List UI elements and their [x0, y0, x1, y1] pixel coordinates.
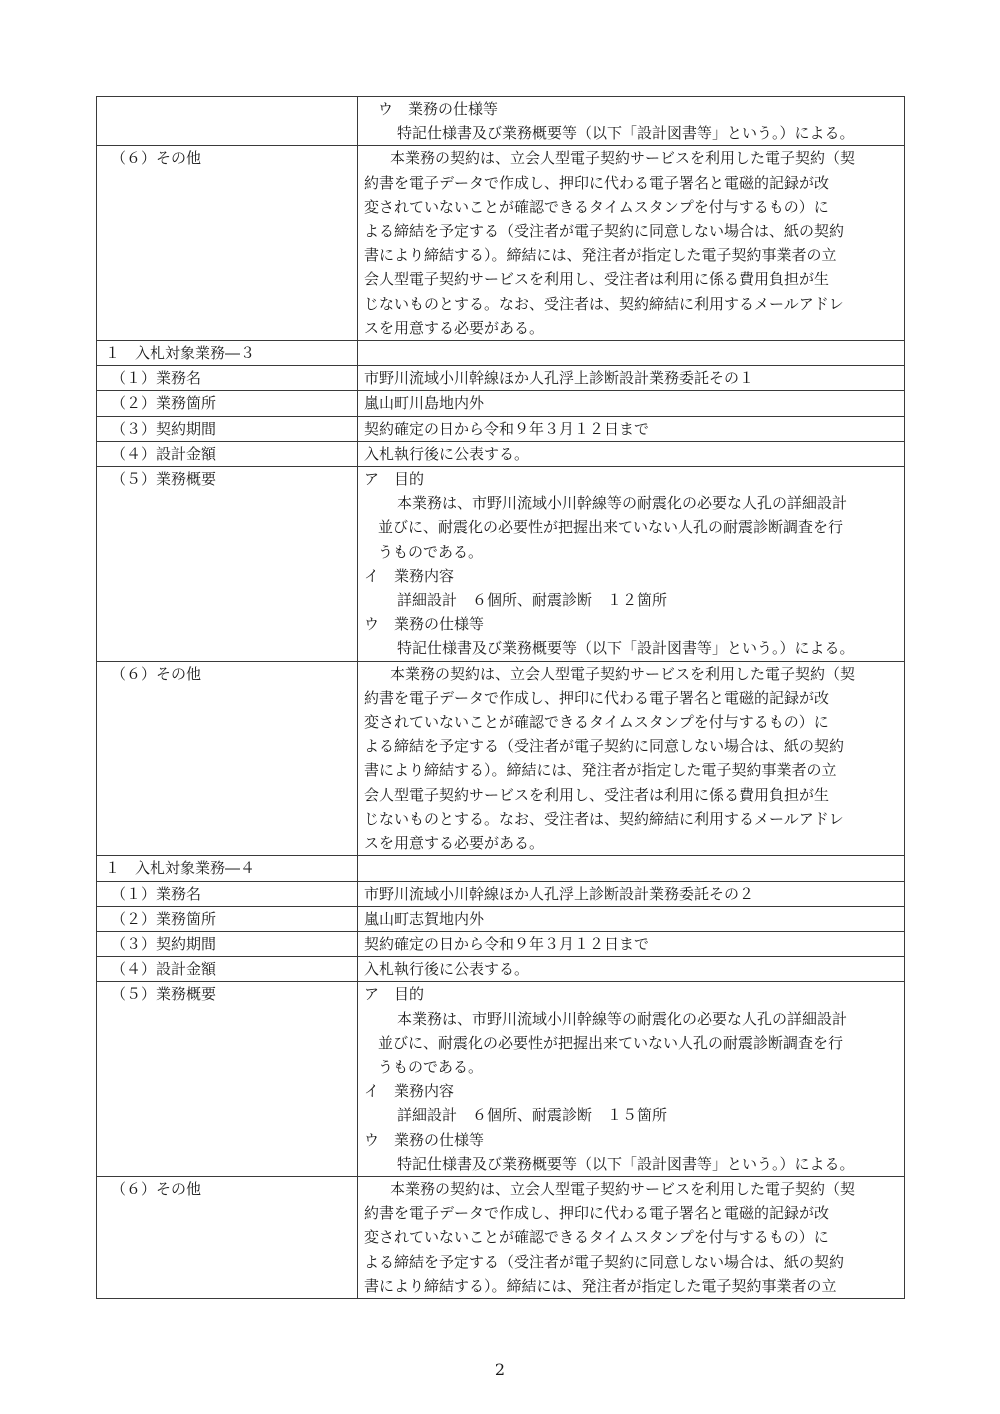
overview-heading: ア 目的: [364, 985, 425, 1004]
row-label: （４）設計金額: [97, 441, 358, 466]
overview-heading: ウ 業務の仕様等: [364, 1130, 485, 1149]
row-value: 市野川流域小川幹線ほか人孔浮上診断設計業務委託その１: [358, 366, 905, 391]
other-line: じないものとする。なお、受注者は、契約締結に利用するメールアドレ: [364, 809, 844, 828]
row-label: （６）その他: [97, 661, 358, 856]
overview-cell: [358, 982, 905, 1177]
row-label: （１）業務名: [97, 881, 358, 906]
table-row: [97, 957, 905, 982]
spec-table: [96, 96, 905, 1299]
other-line: よる締結を予定する（受注者が電子契約に同意しない場合は、紙の契約: [364, 737, 845, 756]
table-row: [97, 467, 905, 662]
row-label: （３）契約期間: [97, 416, 358, 441]
page-number: 2: [494, 1360, 506, 1379]
row-value: 嵐山町志賀地内外: [358, 906, 905, 931]
row-value: 契約確定の日から令和９年３月１２日まで: [358, 416, 905, 441]
table-row: [97, 1176, 905, 1298]
other-line: 約書を電子データで作成し、押印に代わる電子署名と電磁的記録が改: [364, 1204, 830, 1223]
overview-line: 詳細設計 ６個所、耐震診断 １２箇所: [397, 591, 668, 610]
other-line: 書により締結する）。締結には、発注者が指定した電子契約事業者の立: [364, 1276, 837, 1295]
overview-line: 本業務は、市野川流域小川幹線等の耐震化の必要な人孔の詳細設計: [397, 494, 848, 513]
other-line: スを用意する必要がある。: [364, 834, 545, 853]
section-heading-empty: [358, 856, 905, 881]
other-line: 本業務の契約は、立会人型電子契約サービスを利用した電子契約（契: [390, 149, 856, 168]
spec-text: 特記仕様書及び業務概要等（以下「設計図書等」という。）による。: [397, 124, 855, 143]
overview-line: 詳細設計 ６個所、耐震診断 １５箇所: [397, 1106, 668, 1125]
other-line: スを用意する必要がある。: [364, 318, 545, 337]
table-row: [97, 366, 905, 391]
other-line: 約書を電子データで作成し、押印に代わる電子署名と電磁的記録が改: [364, 173, 830, 192]
other-line: 会人型電子契約サービスを利用し、受注者は利用に係る費用負担が生: [364, 270, 830, 289]
other-line: よる締結を予定する（受注者が電子契約に同意しない場合は、紙の契約: [364, 222, 845, 241]
overview-cell: [358, 467, 905, 662]
table-row: [97, 341, 905, 366]
other-line: よる締結を予定する（受注者が電子契約に同意しない場合は、紙の契約: [364, 1252, 845, 1271]
row-label: （５）業務概要: [97, 467, 358, 662]
table-row: [97, 661, 905, 856]
table-row: [97, 982, 905, 1177]
other-line: 書により締結する）。締結には、発注者が指定した電子契約事業者の立: [364, 246, 837, 265]
section-heading-empty: [358, 341, 905, 366]
row-label: （２）業務箇所: [97, 906, 358, 931]
row-label: （１）業務名: [97, 366, 358, 391]
table-row: [97, 906, 905, 931]
other-line: 約書を電子データで作成し、押印に代わる電子署名と電磁的記録が改: [364, 688, 830, 707]
table-row: [97, 146, 905, 341]
other-line: 変されていないことが確認できるタイムスタンプを付与するもの）に: [364, 1228, 829, 1247]
section-heading: １ 入札対象業務―４: [97, 856, 358, 881]
row-label: （３）契約期間: [97, 931, 358, 956]
table-row: [97, 97, 905, 146]
row-label: （４）設計金額: [97, 957, 358, 982]
row-label: （２）業務箇所: [97, 391, 358, 416]
other-cell: [358, 1176, 905, 1298]
overview-heading: ア 目的: [364, 470, 425, 489]
other-cell: [358, 661, 905, 856]
row-label: （６）その他: [97, 146, 358, 341]
overview-heading: イ 業務内容: [364, 566, 455, 585]
other-line: 本業務の契約は、立会人型電子契約サービスを利用した電子契約（契: [390, 1179, 856, 1198]
overview-line: 特記仕様書及び業務概要等（以下「設計図書等」という。）による。: [397, 639, 855, 658]
table-row: [97, 416, 905, 441]
overview-line: 特記仕様書及び業務概要等（以下「設計図書等」という。）による。: [397, 1154, 855, 1173]
other-line: 変されていないことが確認できるタイムスタンプを付与するもの）に: [364, 713, 829, 732]
other-line: 会人型電子契約サービスを利用し、受注者は利用に係る費用負担が生: [364, 785, 830, 804]
row-label: （５）業務概要: [97, 982, 358, 1177]
row-value: 嵐山町川島地内外: [358, 391, 905, 416]
table-row: [97, 856, 905, 881]
overview-heading: イ 業務内容: [364, 1082, 455, 1101]
overview-heading: ウ 業務の仕様等: [364, 615, 485, 634]
overview-line: 並びに、耐震化の必要性が把握出来ていない人孔の耐震診断調査を行: [378, 1033, 844, 1052]
other-line: 本業務の契約は、立会人型電子契約サービスを利用した電子契約（契: [390, 664, 856, 683]
section-heading: １ 入札対象業務―３: [97, 341, 358, 366]
table-row: [97, 931, 905, 956]
row-value: 市野川流域小川幹線ほか人孔浮上診断設計業務委託その２: [358, 881, 905, 906]
spec-heading: ウ 業務の仕様等: [378, 100, 499, 118]
row-label-empty: [97, 97, 358, 146]
other-cell: [358, 146, 905, 341]
other-line: じないものとする。なお、受注者は、契約締結に利用するメールアドレ: [364, 294, 844, 313]
table-row: [97, 391, 905, 416]
table-row: [97, 881, 905, 906]
overview-line: 本業務は、市野川流域小川幹線等の耐震化の必要な人孔の詳細設計: [397, 1009, 848, 1028]
overview-line: うものである。: [378, 1057, 484, 1076]
other-line: 変されていないことが確認できるタイムスタンプを付与するもの）に: [364, 197, 829, 216]
row-label: （６）その他: [97, 1176, 358, 1298]
overview-line: うものである。: [378, 542, 484, 561]
row-value: 契約確定の日から令和９年３月１２日まで: [358, 931, 905, 956]
other-line: 書により締結する）。締結には、発注者が指定した電子契約事業者の立: [364, 761, 837, 780]
overview-line: 並びに、耐震化の必要性が把握出来ていない人孔の耐震診断調査を行: [378, 518, 844, 537]
table-row: [97, 441, 905, 466]
spec-cell: [358, 97, 905, 146]
row-value: 入札執行後に公表する。: [358, 441, 905, 466]
row-value: 入札執行後に公表する。: [358, 957, 905, 982]
